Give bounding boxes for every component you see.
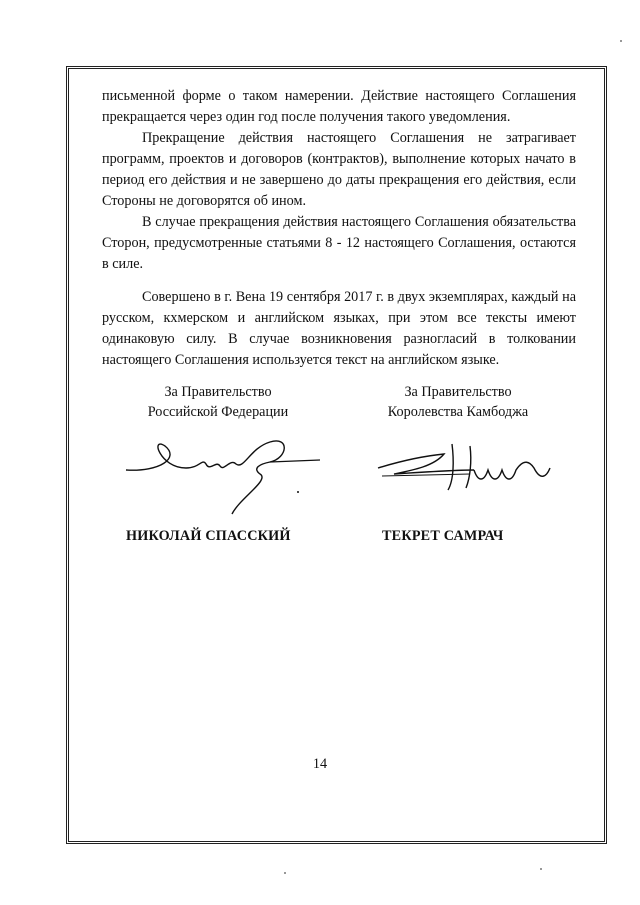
paragraph-continuation: письменной форме о таком намерении. Действие настоящего Соглашения прекращается через один год после получения такого уведомления. xyxy=(102,88,576,125)
agreement-text xyxy=(102,86,576,371)
signatory-cambodia-name: ТЕКРЕТ САМРАЧ xyxy=(382,528,504,544)
signatory-russia xyxy=(118,382,318,422)
signatory-cambodia xyxy=(360,382,556,422)
page-number: 14 xyxy=(312,756,328,772)
scan-speck xyxy=(620,40,622,42)
signatory-russia-name: НИКОЛАЙ СПАССКИЙ xyxy=(126,528,291,544)
scan-speck xyxy=(540,868,542,870)
paragraph-done-at: Совершено в г. Вена 19 сентября 2017 г. в двух экземплярах, каждый на русском, кхмерском и английском языках, при этом все тексты имеют одинаковую силу. В случае возникновения разногласий в толковании настоящего Соглашения используется текст на английском языке. xyxy=(102,289,576,368)
signature-russia xyxy=(120,428,320,518)
paragraph-obligations: В случае прекращения действия настоящего Соглашения обязательства Сторон, предусмотренные статьями 8 - 12 настоящего Соглашения, остаются в силе. xyxy=(102,214,576,272)
paragraph-termination-effects: Прекращение действия настоящего Соглашения не затрагивает программ, проектов и договоров (контрактов), выполнение которых начато в период его действия и не завершено до даты прекращения его действия, если Стороны не договорятся об ином. xyxy=(102,130,576,209)
signatory-russia-line2: Российской Федерации xyxy=(147,404,289,420)
signature-cambodia xyxy=(374,440,554,500)
signatory-cambodia-line1: За Правительство xyxy=(404,384,512,400)
scan-speck xyxy=(284,872,286,874)
signatory-russia-line1: За Правительство xyxy=(164,384,272,400)
signatory-cambodia-line2: Королевства Камбоджа xyxy=(387,404,529,420)
